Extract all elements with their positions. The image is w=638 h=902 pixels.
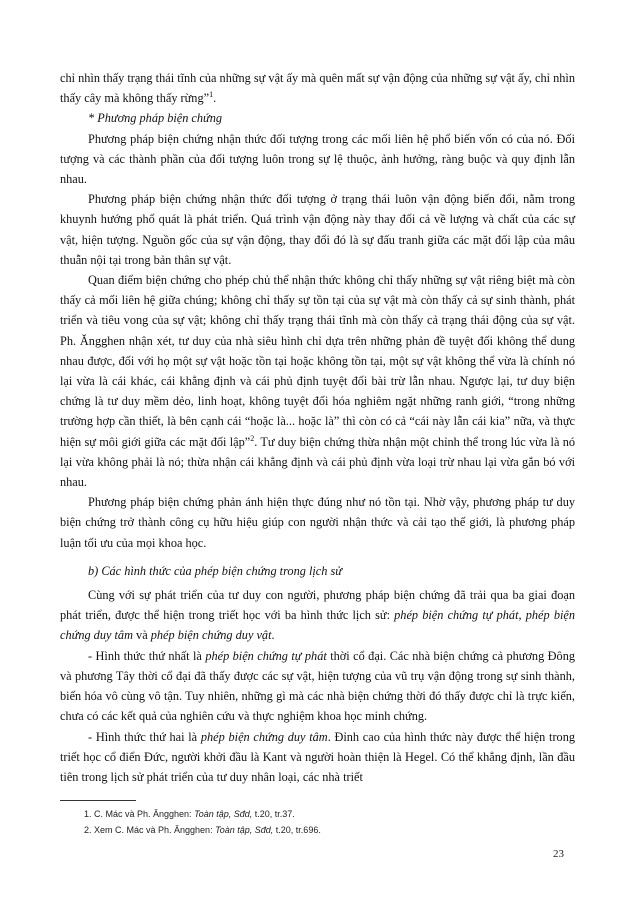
paragraph-text: .	[213, 91, 217, 106]
footnote-text: t.20, tr.696.	[273, 825, 321, 835]
footnote-2	[84, 822, 564, 838]
paragraph	[60, 646, 575, 727]
footnote-ref-2: 2	[250, 433, 255, 443]
footnote-1	[84, 806, 564, 822]
emphasis-text: phép biện chứng duy vật	[150, 628, 272, 643]
footnote-ref-1: 1	[209, 90, 214, 100]
body-text	[60, 68, 575, 787]
paragraph: Phương pháp biện chứng nhận thức đối tượng ở trạng thái luôn vận động biến đổi, nằm trong khuynh hướng phổ quát là phát triển. Quá trình vận động này thay đổi cả về lượng và chất của các sự vật, hiện tượng. Nguồn gốc của sự vận động, thay đổi đó là sự đấu tranh giữa các mặt đối lập của mâu thuẫn nội tại trong bản thân sự vật.	[60, 192, 575, 267]
footnote-text: 2. Xem C. Mác và Ph. Ăngghen:	[84, 825, 216, 835]
paragraph-text: - Hình thức thứ hai là	[88, 729, 201, 744]
paragraph	[60, 270, 575, 492]
paragraph-text: - Hình thức thứ nhất là	[88, 648, 206, 663]
footnote-emphasis: Toàn tập, Sđd,	[215, 825, 274, 835]
paragraph-continuation	[60, 68, 575, 108]
paragraph-text: và	[132, 628, 151, 643]
paragraph-text: thời cổ đại. Các nhà biện chứng cả phương Đông và phương Tây thời cổ đại đã thấy được các sự vật, hiện tượng của vũ trụ vận động trong sự sinh thành, biến hóa vô cùng vô tận. Tuy nhiên, những gì mà các nhà biện chứng thời đó thấy được chỉ là trực kiến, chưa có các kết quả của nghiên cứu và thực nghiệm khoa học minh chứng.	[60, 648, 575, 724]
footnote-text: t.20, tr.37.	[252, 809, 295, 819]
paragraph-text: .	[271, 628, 275, 643]
paragraph	[60, 727, 575, 788]
emphasis-text: phép biện chứng tự phát	[205, 648, 327, 663]
paragraph: Phương pháp biện chứng phản ánh hiện thực đúng như nó tồn tại. Nhờ vậy, phương pháp tư duy biện chứng trở thành công cụ hữu hiệu giúp con người nhận thức và cải tạo thế giới, là phương pháp luận tối ưu của mọi khoa học.	[60, 495, 575, 550]
paragraph	[60, 585, 575, 646]
section-heading-forms: b) Các hình thức của phép biện chứng trong lịch sử	[88, 563, 342, 578]
paragraph: Phương pháp biện chứng nhận thức đối tượng trong các mối liên hệ phổ biến vốn có của nó. Đối tượng và các thành phần của đối tượng luôn trong sự lệ thuộc, ảnh hưởng, ràng buộc và quy định lẫn nhau.	[60, 131, 575, 187]
footnote-text: 1. C. Mác và Ph. Ăngghen:	[84, 809, 195, 819]
subheading-dialectical-method: * Phương pháp biện chứng	[88, 111, 223, 126]
paragraph-text: Cùng với sự phát triển của tư duy con người, phương pháp biện chứng đã trải qua ba giai đoạn phát triển, được thể hiện trong triết học với ba hình thức lịch sử:	[60, 588, 575, 623]
paragraph-text: . Tư duy biện chứng thừa nhận một chỉnh thể trong lúc vừa là nó lại vừa không phải là nó; thừa nhận cái khẳng định và cái phủ định vừa loại trừ nhau lại vừa gắn bó với nhau.	[60, 434, 575, 490]
footnotes	[84, 806, 564, 838]
emphasis-text: phép biện chứng tự phát, phép biện chứng duy tâm	[60, 608, 575, 643]
page-number: 23	[553, 848, 564, 860]
footnote-divider	[60, 800, 136, 801]
paragraph-text: Quan điểm biện chứng cho phép chủ thể nhận thức không chỉ thấy những sự vật riêng biệt mà còn thấy cả mối liên hệ giữa chúng; không chỉ thấy sự tồn tại của sự vật mà còn thấy cả sự sinh thành, phát triển và tiêu vong của sự vật; không chỉ thấy trạng thái tĩnh mà còn thấy cả trạng thái động của sự vật. Ph. Ăngghen nhận xét, tư duy của nhà siêu hình chỉ dựa trên những phản đề tuyệt đối không thể dung nhau được, đối với họ một sự vật hoặc tồn tại hoặc không tồn tại, một sự vật không thể vừa là chính nó lại vừa là cái khác, cái khẳng định và cái phủ định tuyệt đối bài trừ lẫn nhau. Ngược lại, tư duy biện chứng là tư duy mềm dẻo, linh hoạt, không tuyệt đối hóa nghiêm ngặt những ranh giới, “trong những trường hợp cần thiết, là bên cạnh cái “hoặc là... hoặc là” thì còn có cả “cái này lẫn cái kia” nữa, và thực hiện sự môi giới giữa các mặt đối lập”	[60, 273, 575, 449]
paragraph-text: chỉ nhìn thấy trạng thái tĩnh của những sự vật ấy mà quên mất sự vận động của những sự vật ấy, chỉ nhìn thấy cây mà không thấy rừng”	[60, 71, 575, 106]
footnote-emphasis: Toàn tập, Sđd,	[194, 809, 253, 819]
emphasis-text: phép biện chứng duy tâm	[200, 729, 328, 744]
paragraph-text: . Đỉnh cao của hình thức này được thể hiện trong triết học cổ điển Đức, người khởi đầu là Kant và người hoàn thiện là Hegel. Có thể khẳng định, lần đầu tiên trong lịch sử phát triển của tư duy nhân loại, các nhà triết	[60, 729, 575, 784]
